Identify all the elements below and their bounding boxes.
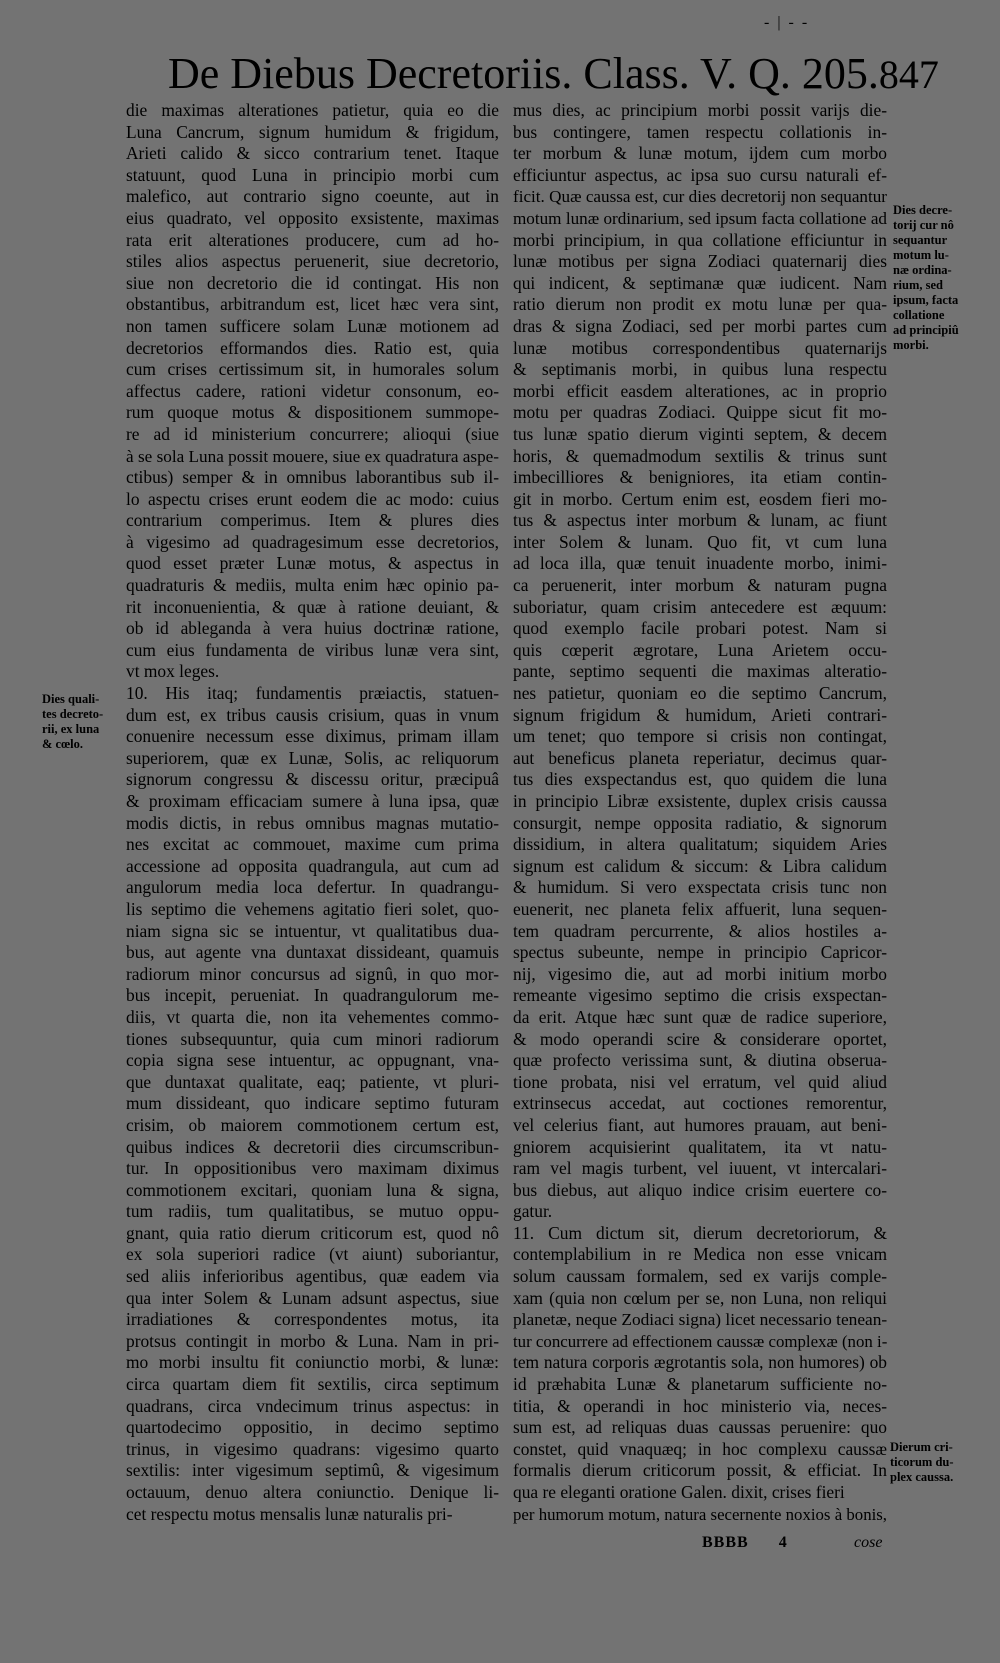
text-line: quod esset præter Lunæ motus, & aspectus in <box>126 553 499 574</box>
text-line: signorum congressu & discessu oritur, præcipuâ <box>126 769 499 790</box>
text-line: protsus contingit in morbo & Luna. Nam in pri- <box>126 1330 499 1351</box>
text-line: consurgit, nempe opposita radiatio, & signorum <box>513 812 887 833</box>
text-line: commotionem excitari, quoniam luna & signa, <box>126 1179 499 1200</box>
text-line: per humorum motum, natura secernente noxios à bonis, <box>513 1504 887 1524</box>
margin-note-line: & cœlo. <box>42 737 83 751</box>
text-line: tur. In oppositionibus vero maximam diximus <box>126 1158 499 1179</box>
text-line: statuunt, quod Luna in principio morbi cum <box>126 164 499 185</box>
text-line: radiorum minor concursus ad signû, in quo mor- <box>126 963 499 984</box>
text-line: tur concurrere ad effectionem caussæ complexæ (non i- <box>513 1331 887 1351</box>
text-line: obstantibus, arbitrandum est, licet hæc vera sint, <box>126 294 499 315</box>
text-line: tum radiis, tum qualitatibus, se mutuo oppu- <box>126 1201 499 1222</box>
text-line: vt mox leges. <box>126 661 220 682</box>
text-line: efficiuntur aspectus, ac ipsa suo cursu naturali ef- <box>513 164 887 185</box>
margin-note-line: rii, ex luna <box>42 722 100 736</box>
text-line: xam (quia non cœlum per se, non Luna, non reliqui <box>513 1287 887 1308</box>
text-line: lunæ motibus per signa Zodiaci quaternarij dies <box>513 251 887 272</box>
right-text-column <box>513 100 887 1525</box>
text-line: & proximam efficaciam sumere à luna ipsa, quæ <box>126 791 499 811</box>
text-line: rata erit alterationes producere, cum ad ho- <box>126 229 499 250</box>
text-line: ratio dierum non prodit ex motu lunæ per qua- <box>513 294 887 315</box>
text-line: gniorem acquisierint qualitatem, ita vt natu- <box>513 1136 887 1157</box>
margin-note-line: sequantur <box>893 233 948 247</box>
text-line: accessione ad opposita quadrangula, aut cum ad <box>126 855 499 876</box>
margin-note-line: Dies quali- <box>42 692 100 706</box>
text-line: ficit. Quæ caussa est, cur dies decretorij non sequantur <box>513 187 887 207</box>
text-line: qui indicent, & septimanæ quæ iudicent. Nam <box>513 272 887 293</box>
text-line: mus dies, ac principium morbi possit varijs die- <box>513 100 887 120</box>
text-line: trinus, in vigesimo quadrans: vigesimo quarto <box>126 1438 499 1459</box>
text-line: imbecilliores & benigniores, ita etiam contin- <box>513 467 887 488</box>
text-line: contemplabilium in re Medica non esse vnicam <box>513 1244 887 1265</box>
text-line: qua inter Solem & Lunam adsunt aspectus, siue <box>126 1287 499 1308</box>
text-line: à vigesimo ad quadragesimum esse decretorios, <box>126 531 499 552</box>
text-line: bus diebus, aut aliquo indice crisim euertere co- <box>513 1179 887 1200</box>
catchword: cose <box>854 1534 883 1551</box>
margin-note-line: morbi. <box>893 338 929 352</box>
text-line: nes excitat ac commouet, maxime cum prima <box>126 834 499 855</box>
text-line: tus dies exspectandus est, quo quidem die luna <box>513 769 887 790</box>
text-line: bus, aut agente vna duntaxat dissideant, quamuis <box>126 942 499 963</box>
text-line: quis cœperit ægrotare, Luna Arietem occu- <box>513 639 887 660</box>
text-line: sed aliis inferioribus agentibus, quæ eadem via <box>126 1266 499 1287</box>
text-line: pante, septimo sequenti die maximas alteratio- <box>513 661 887 682</box>
text-line: nij, vigesimo die, aut ad morbi initium morbo <box>513 963 887 984</box>
margin-note-line: tes decreto- <box>42 707 104 721</box>
text-line: id præhabita Lunæ & planetarum sufficiente no- <box>513 1374 887 1395</box>
text-line: tem natura corporis ægrotantis sola, non humores) ob <box>513 1352 887 1373</box>
text-line: re ad id ministerium concurrere; alioqui (siue <box>126 423 499 444</box>
text-line: titia, & operandi in hoc ministerio via, neces- <box>513 1395 887 1416</box>
margin-note-line: collatione <box>893 308 945 322</box>
text-line: cum crises certissimum sit, in humorales solum <box>126 359 499 380</box>
text-line: ca peruenerit, inter morbum & naturam pugna <box>513 575 887 596</box>
text-line: tiones subsequuntur, quia cum minori radiorum <box>126 1028 499 1049</box>
margin-note-line: ad principiû <box>893 323 959 337</box>
text-line: ex sola superiori radice (vt aiunt) suboriantur, <box>126 1244 499 1265</box>
text-line: nes patietur, quoniam eo die septimo Cancrum, <box>513 683 887 704</box>
text-line: extrinsecus accedat, aut coctiones remorentur, <box>513 1093 887 1114</box>
text-line: Arieti calido & sicco contrarium tenet. Itaque <box>126 143 499 164</box>
signature-mark <box>702 1534 788 1552</box>
running-header <box>168 48 939 98</box>
text-line: modis dictis, in rebus omnibus magnas mutatio- <box>126 812 499 833</box>
text-line: 10. His itaq; fundamentis præiactis, statuen- <box>126 683 499 704</box>
text-line: decretorios efformandos dies. Ratio est, quia <box>126 337 499 358</box>
text-line: signum frigidum & humidum, Arieti contrari- <box>513 704 887 725</box>
text-line: bus contingere, tamen respectu collationis in- <box>513 121 887 142</box>
text-line: aut beneficus planeta reperiatur, decimus quar- <box>513 747 887 768</box>
text-line: signum est calidum & siccum: & Libra calidum <box>513 855 887 876</box>
text-line: superiorem, quæ ex Lunæ, Solis, ac reliquorum <box>126 747 499 768</box>
text-line: die maximas alterationes patietur, quia eo die <box>126 100 499 120</box>
text-line: affectus cadere, rationi videtur consonum, eo- <box>126 380 499 401</box>
margin-note-line: ipsum, facta <box>893 293 959 307</box>
text-line: cum eius fundamenta de viribus lunæ vera sint, <box>126 639 499 660</box>
text-line: constet, quid vnaquæq; in hoc complexu caussæ <box>513 1438 887 1459</box>
text-line: suboriatur, quam crisim antecedere est æquum: <box>513 596 887 617</box>
text-line: ad loca illa, quæ tenuit inuadente morbo, inimi- <box>513 553 887 574</box>
margin-note-line: Dierum cri- <box>890 1440 953 1454</box>
text-line: cet respectu motus mensalis lunæ naturalis pri- <box>126 1503 453 1524</box>
text-line: inter Solem & lunam. Quo fit, vt cum luna <box>513 531 887 552</box>
text-line: ter morbum & lunæ motum, ijdem cum morbo <box>513 143 887 164</box>
margin-note-line: ticorum du- <box>890 1455 954 1469</box>
text-line: lis septimo die vehemens agitatio fieri solet, quo- <box>126 898 499 919</box>
text-line: dum est, ex tribus causis crisium, quas in vnum <box>126 704 499 725</box>
margin-note-line: næ ordina- <box>893 263 952 277</box>
text-line: quibus indices & decretorii dies circumscribun- <box>126 1136 499 1157</box>
text-line: solum caussam formalem, sed ex varijs comple- <box>513 1266 887 1287</box>
margin-note-line: plex caussa. <box>890 1470 954 1484</box>
text-line: siue non decretorio die id contingat. His non <box>126 272 499 293</box>
text-line: euenerit, nec planeta felix affuerit, luna sequen- <box>513 898 887 919</box>
text-line: vel celerius fiant, aut humores prauam, aut beni- <box>513 1114 887 1135</box>
text-line: gnant, quia ratio dierum criticorum est, quod nô <box>126 1222 499 1243</box>
text-line: non tamen sufficere solam Lunæ motionem ad <box>126 315 499 336</box>
text-line: lunæ motibus correspondentibus quaternarijs <box>513 337 887 358</box>
text-line: planetæ, neque Zodiaci signa) licet necessario tenean- <box>513 1310 887 1330</box>
text-line: motum lunæ ordinarium, sed ipsum facta collatione ad <box>513 208 887 228</box>
margin-note-right-top <box>893 203 998 353</box>
text-line: circa quartam diem fit sextilis, circa septimum <box>126 1374 499 1395</box>
text-line: crisim, ob maiorem commotionem certum est, <box>126 1114 499 1135</box>
text-line: & modo operandi scire & considerare oportet, <box>513 1028 887 1049</box>
margin-note-line: Dies decre- <box>893 203 953 217</box>
text-line: formalis dierum criticorum possit, & efficiat. In <box>513 1460 887 1481</box>
text-line: da erit. Atque hæc sunt quæ de radice superiore, <box>513 1006 887 1027</box>
text-line: mum dissideant, quo indicare septimo futuram <box>126 1093 499 1114</box>
text-line: gatur. <box>513 1201 553 1222</box>
page-number: 847 <box>878 52 939 97</box>
text-line: morbi efficit easdem alterationes, ac in proprio <box>513 380 887 401</box>
text-line: horis, & quemadmodum sextilis & trinus sunt <box>513 445 887 466</box>
left-text-column <box>126 100 499 1525</box>
margin-note-line: torij cur nô <box>893 218 954 232</box>
running-title: De Diebus Decretoriis. Class. V. Q. 205. <box>168 49 879 98</box>
margin-note-left <box>42 692 120 752</box>
signature-number: 4 <box>778 1534 788 1551</box>
text-line: Luna Cancrum, signum humidum & frigidum, <box>126 121 499 142</box>
margin-note-line: motum lu- <box>893 248 949 262</box>
text-line: quæ profecto verissima sunt, & diutina obserua- <box>513 1050 887 1071</box>
text-line: tus lunæ spatio dierum viginti septem, & decem <box>513 423 887 444</box>
page-top-mark: - | - - <box>764 14 810 31</box>
text-line: remeante vigesimo septimo die crisis exspectan- <box>513 985 887 1006</box>
text-line: tem quadram percurrente, & alios hostiles a- <box>513 920 887 941</box>
text-line: spectus subeunte, nempe in principio Capricor- <box>513 942 887 963</box>
text-line: um tenet; quo tempore si crisis non contingat, <box>513 726 887 747</box>
text-line: stiles alios aspectus peruenerit, siue decretorio, <box>126 251 499 272</box>
signature-letters: BBBB <box>702 1534 749 1551</box>
text-line: ram vel magis turbent, vel iuuent, vt intercalari- <box>513 1158 887 1179</box>
text-line: & septimanis morbi, in quibus luna respectu <box>513 359 887 380</box>
text-line: à se sola Luna possit mouere, siue ex quadratura aspe- <box>126 446 499 466</box>
text-line: dras & signa Zodiaci, sed per morbi partes cum <box>513 315 887 336</box>
text-line: git in morbo. Certum enim est, eosdem fieri mo- <box>513 488 887 509</box>
text-line: morbi principium, in qua collatione efficiuntur in <box>513 229 887 250</box>
text-line: dissidium, in altera qualitatum; siquidem Aries <box>513 834 887 855</box>
text-line: irradiationes & correspondentes motus, ita <box>126 1309 499 1330</box>
text-line: quadrans, circa vndecimum trinus aspectus: in <box>126 1395 499 1416</box>
text-line: eius quadrato, vel opposito exsistente, maximas <box>126 207 499 228</box>
margin-note-right-bottom <box>890 1440 998 1485</box>
text-line: quartodecimo oppositio, in decimo septimo <box>126 1417 499 1438</box>
text-line: contrarium comperimus. Item & plures dies <box>126 510 499 531</box>
text-line: lo aspectu crises erunt eodem die ac modo: cuius <box>126 488 499 509</box>
text-line: tus & aspectus inter morbum & lunam, ac fiunt <box>513 510 887 531</box>
text-line: que duntaxat qualitate, eaq; patiente, vt pluri- <box>126 1071 499 1092</box>
text-line: diis, vt quarta die, non ita vehementes commo- <box>126 1006 499 1027</box>
text-line: rum quoque motus & dispositionem summope- <box>126 402 499 423</box>
text-line: niam signa sic se intuentur, vt qualitatibus dua- <box>126 920 499 941</box>
text-line: qua re eleganti oratione Galen. dixit, crises fieri <box>513 1482 845 1502</box>
text-line: tione probata, nisi vel erratum, vel quid aliud <box>513 1071 887 1092</box>
text-line: mo morbi insultu fit coniunctio morbi, & lunæ: <box>126 1352 499 1373</box>
text-line: sextilis: inter vigesimum septimû, & vigesimum <box>126 1460 499 1481</box>
text-line: & humidum. Si vero exspectata crisis tunc non <box>513 877 887 898</box>
text-line: quadraturis & mediis, multa enim hæc opinio pa- <box>126 575 499 596</box>
text-line: ctibus) semper & in omnibus laborantibus sub il- <box>126 467 499 488</box>
text-line: copia signa sese intuentur, ac oppugnant, vna- <box>126 1050 499 1071</box>
text-line: angulorum media loca defertur. In quadrangu- <box>126 877 499 898</box>
text-line: motu per quadras Zodiaci. Quippe sicut fit mo- <box>513 402 887 423</box>
text-line: rit inconuenientia, & quæ à ratione deuiant, & <box>126 596 499 617</box>
text-line: octauum, denuo altera coniunctio. Denique li- <box>126 1482 499 1502</box>
text-line: ob id ableganda à vera huius doctrinæ ratione, <box>126 618 499 639</box>
text-line: quod exemplo facile probari potest. Nam si <box>513 618 887 639</box>
text-line: sum est, ad reliquas duas caussas peruenire: quo <box>513 1417 887 1438</box>
text-line: 11. Cum dictum sit, dierum decretoriorum, & <box>513 1222 887 1243</box>
text-line: bus incepit, perueniat. In quadrangulorum me- <box>126 985 499 1006</box>
margin-note-line: rium, sed <box>893 278 943 292</box>
text-line: in principio Libræ exsistente, duplex crisis caussa <box>513 791 887 811</box>
text-line: malefico, aut contrario signo coeunte, aut in <box>126 186 499 207</box>
text-line: conuenire necessum esse diximus, primam illam <box>126 726 499 747</box>
